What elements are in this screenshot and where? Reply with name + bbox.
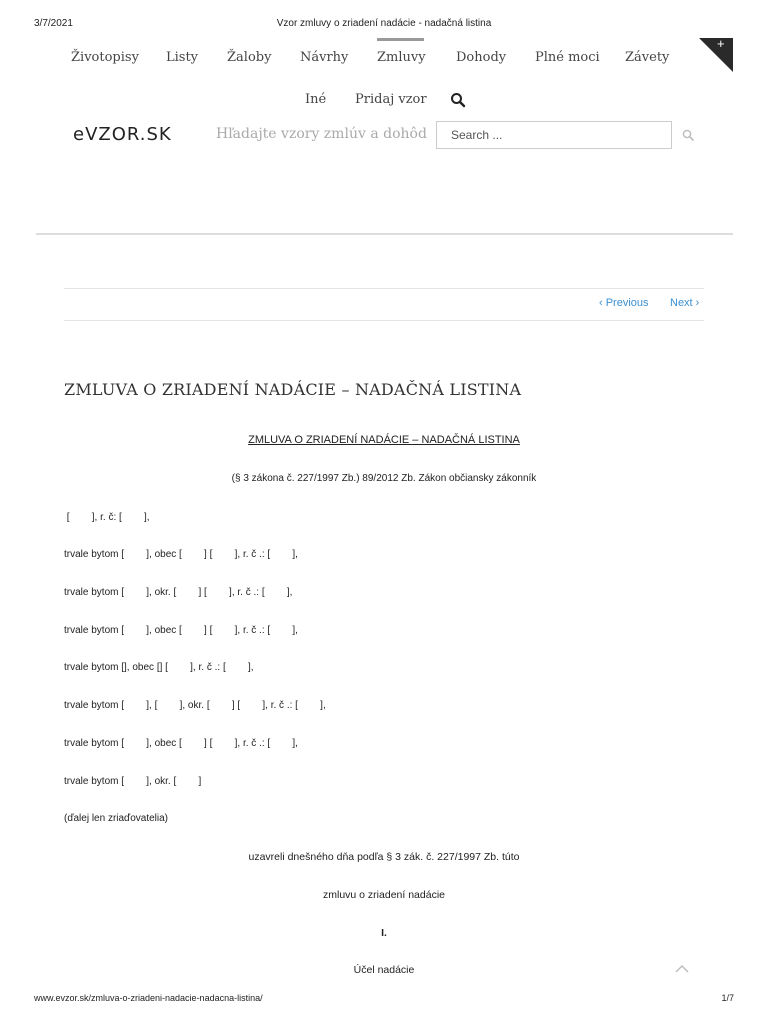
pager-top-rule: [64, 288, 704, 289]
site-logo[interactable]: eVZOR.SK: [73, 124, 172, 145]
plus-icon[interactable]: +: [717, 36, 725, 51]
search-input[interactable]: Search ...: [436, 121, 672, 149]
document-line: trvale bytom [ ], okr. [ ]: [64, 776, 202, 787]
corner-toggle[interactable]: [699, 38, 733, 72]
nav-item-pridaj-vzor[interactable]: Pridaj vzor: [355, 92, 427, 107]
contract-name: zmluvu o zriadení nadácie: [323, 889, 445, 901]
nav-item-zivotopisy[interactable]: Životopisy: [71, 50, 139, 65]
agreement-sentence: uzavreli dnešného dňa podľa § 3 zák. č. 227/1997 Zb. túto: [248, 851, 520, 863]
main-nav: [0, 50, 768, 70]
nav-item-listy[interactable]: Listy: [166, 50, 199, 65]
print-page-number: 1/7: [721, 993, 734, 1003]
nav-item-plne-moci[interactable]: Plné moci: [535, 50, 600, 65]
document-line: trvale bytom [], obec [] [ ], r. č .: [ ],: [64, 662, 254, 673]
document-heading: ZMLUVA O ZRIADENÍ NADÁCIE – NADAČNÁ LISTINA: [248, 434, 520, 446]
document-line: trvale bytom [ ], okr. [ ] [ ], r. č .: [ ],: [64, 587, 293, 598]
document-line: trvale bytom [ ], obec [ ] [ ], r. č .: [ ],: [64, 549, 298, 560]
document-line: trvale bytom [ ], obec [ ] [ ], r. č .: [ ],: [64, 738, 298, 749]
chevron-up-icon[interactable]: [675, 964, 689, 974]
nav-item-zaloby[interactable]: Žaloby: [227, 50, 272, 65]
nav-item-zavety[interactable]: Závety: [625, 50, 670, 65]
nav-active-indicator: [377, 38, 424, 41]
document-line: trvale bytom [ ], obec [ ] [ ], r. č .: [ ],: [64, 625, 298, 636]
print-date: 3/7/2021: [34, 18, 73, 29]
nav-item-zmluvy[interactable]: Zmluvy: [377, 50, 426, 65]
nav-item-navrhy[interactable]: Návrhy: [300, 50, 349, 65]
page-title: ZMLUVA O ZRIADENÍ NADÁCIE – NADAČNÁ LISTINA: [64, 380, 522, 399]
section-title: Účel nadácie: [353, 964, 415, 976]
previous-link[interactable]: ‹ Previous: [599, 297, 649, 309]
search-button-icon[interactable]: [682, 129, 694, 141]
print-title: Vzor zmluvy o zriadení nadácie - nadačná listina: [276, 18, 492, 29]
nav-item-dohody[interactable]: Dohody: [456, 50, 507, 65]
section-number: I.: [381, 927, 387, 939]
pager-bottom-rule: [64, 320, 704, 321]
header-divider: [36, 233, 733, 235]
search-icon[interactable]: [450, 92, 466, 108]
document-line: trvale bytom [ ], [ ], okr. [ ] [ ], r. č .: [ ],: [64, 700, 326, 711]
print-url: www.evzor.sk/zmluva-o-zriadeni-nadacie-nadacna-listina/: [34, 993, 263, 1003]
next-link[interactable]: Next ›: [670, 297, 700, 309]
secondary-nav: [0, 92, 768, 112]
site-tagline: Hľadajte vzory zmlúv a dohôd: [216, 126, 427, 142]
document-subheading: (§ 3 zákona č. 227/1997 Zb.) 89/2012 Zb. Zákon občiansky zákonník: [231, 473, 537, 484]
nav-item-ine[interactable]: Iné: [305, 92, 327, 107]
document-line: (ďalej len zriaďovatelia): [64, 813, 169, 824]
document-line: [ ], r. č: [ ],: [64, 512, 150, 523]
